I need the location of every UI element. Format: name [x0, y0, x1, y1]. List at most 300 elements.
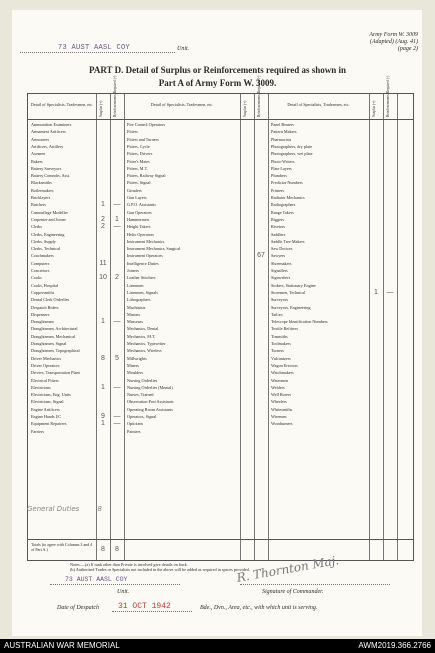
- trade-label: Operators, Signal: [127, 414, 157, 419]
- surplus-value: [240, 165, 254, 172]
- reinforcement-value: [254, 347, 268, 354]
- surplus-value: [369, 340, 383, 347]
- general-duties-surplus: 8: [97, 505, 102, 513]
- reinforcement-value: [110, 304, 124, 311]
- surplus-value: [369, 179, 383, 186]
- signature-line: [240, 584, 390, 585]
- reinforcement-value: [383, 296, 397, 303]
- reinforcement-value: [254, 369, 268, 376]
- reinforcement-value: [383, 304, 397, 311]
- reinforcement-value: [254, 231, 268, 238]
- trade-label: Nursing Orderlies: [127, 377, 158, 383]
- surplus-value: [240, 340, 254, 347]
- signature-label: Signature of Commander.: [262, 589, 324, 595]
- form-ref-line2: (Adapted) (Aug. 41): [369, 39, 418, 45]
- trade-label: Clerks, Supply: [31, 238, 56, 244]
- trade-label: Computers: [31, 260, 50, 266]
- surplus-value: [240, 304, 254, 311]
- trade-label: Telescope Identification Numbers: [271, 319, 328, 325]
- reinforcement-value: [254, 223, 268, 230]
- surplus-value: [369, 238, 383, 245]
- reinforcement-value: [254, 304, 268, 311]
- reinforcement-value: [383, 311, 397, 318]
- surplus-value: [240, 223, 254, 230]
- trade-label: Instrument Mechanics, Surgical: [127, 246, 181, 252]
- trade-label: Boilermakers: [31, 187, 54, 193]
- reinforcement-value: —: [113, 318, 121, 326]
- reinforcement-value: [383, 318, 397, 325]
- trade-label: Photographers, wet plate: [271, 151, 313, 157]
- reinforcement-value: [383, 377, 397, 384]
- trade-label: Storemen, Technical: [271, 289, 306, 295]
- surplus-value: [240, 384, 254, 391]
- trade-label: Photo-Writers: [271, 158, 295, 164]
- reinforcement-value: —: [386, 288, 394, 296]
- trade-label: Driver Mechanics: [31, 355, 62, 361]
- despatch-line: [112, 611, 192, 612]
- trade-label: Fitters, Drivers: [127, 151, 153, 157]
- reinforcement-value: [110, 325, 124, 332]
- reinforcement-value: [383, 121, 397, 128]
- commander-signature: R. Thornton Maj.: [235, 553, 341, 585]
- surplus-value: [369, 201, 383, 208]
- trade-label: Riveters: [271, 224, 285, 230]
- surplus-value: [96, 333, 110, 340]
- surplus-value: [240, 355, 254, 362]
- reinforcement-value: [254, 267, 268, 274]
- reinforcement-value: [254, 391, 268, 398]
- surplus-value: 1: [101, 420, 105, 428]
- trade-label: Fitters: [127, 129, 138, 135]
- surplus-value: [240, 391, 254, 398]
- trade-label: Height Takers: [127, 224, 151, 230]
- reinforcement-value: [383, 252, 397, 259]
- col-divider: [124, 94, 125, 560]
- trade-label: Armourers: [31, 136, 50, 142]
- surplus-value: [240, 245, 254, 252]
- detail-header-1: Detail of Specialists, Tradesmen, etc.: [30, 102, 94, 107]
- bde-label: Bde., Dvn., Area, etc., with which unit is serving.: [200, 605, 318, 611]
- reinf-header-3: Reinforcements Required (-): [386, 75, 390, 117]
- surplus-value: [96, 289, 110, 296]
- surplus-value: [369, 311, 383, 318]
- form-ref-line1: Army Form W. 3009: [369, 32, 418, 38]
- trade-label: Butchers: [31, 202, 46, 208]
- surplus-value: 9: [101, 413, 105, 420]
- trade-label: Camouflage Modeller: [31, 209, 68, 215]
- trade-label: Drivers, Transportation Plant: [31, 370, 80, 376]
- surplus-value: [369, 187, 383, 194]
- archive-footer: [0, 639, 435, 653]
- trade-label: Signallers: [271, 268, 288, 273]
- trade-label: Artificers, Artillery: [31, 143, 64, 149]
- surplus-value: [369, 165, 383, 172]
- reinf-header-2: Reinforcements Required (-): [257, 75, 261, 117]
- reinforcement-value: [383, 201, 397, 208]
- trade-label: Farriers: [31, 428, 45, 434]
- reinforcement-value: [383, 238, 397, 245]
- trade-label: Photographers, dry plate: [271, 143, 313, 149]
- reinforcement-value: [254, 384, 268, 391]
- reinforcement-value: [254, 340, 268, 347]
- reinforcement-value: [383, 406, 397, 413]
- trade-label: Electrical Fitters: [31, 377, 59, 383]
- surplus-value: [369, 267, 383, 274]
- trade-label: Predictor Numbers: [271, 180, 303, 186]
- surplus-value: [96, 369, 110, 376]
- trade-label: Watermen: [271, 377, 289, 383]
- surplus-value: [240, 128, 254, 135]
- reinforcement-value: [254, 187, 268, 194]
- trade-label: Mechanics, M.T.: [127, 333, 156, 339]
- surplus-value: 1: [101, 201, 105, 209]
- reinforcement-value: [254, 362, 268, 369]
- surplus-value: [369, 420, 383, 427]
- surplus-value: [369, 121, 383, 128]
- trade-label: Miners: [127, 362, 139, 368]
- reinforcement-value: [110, 209, 124, 216]
- trade-label: Grinders: [127, 187, 142, 193]
- trade-label: Vulcanizers: [271, 355, 291, 361]
- unit-label: Unit.: [177, 46, 190, 52]
- surplus-value: [96, 325, 110, 332]
- notes: [70, 562, 250, 572]
- form-subtitle: Part A of Army Form W. 3009.: [158, 78, 277, 88]
- trade-label: Surveyors: [271, 297, 288, 303]
- surplus-value: [240, 136, 254, 143]
- reinforcement-value: [383, 158, 397, 165]
- surplus-value: [369, 136, 383, 143]
- surplus-value: [369, 377, 383, 384]
- trade-label: Moulders: [127, 370, 144, 376]
- surplus-value: [369, 398, 383, 405]
- reinforcement-value: [383, 369, 397, 376]
- reinforcement-value: [383, 347, 397, 354]
- reinforcement-value: [254, 282, 268, 289]
- trade-label: Intelligence Duties: [127, 260, 159, 266]
- trade-label: Riggers: [271, 216, 285, 222]
- reinforcement-value: 2: [115, 274, 119, 282]
- trade-label: Cooks: [31, 275, 42, 281]
- surplus-value: [96, 377, 110, 384]
- reinforcement-value: [383, 150, 397, 157]
- surplus-value: 8: [101, 354, 105, 362]
- reinforcement-value: [383, 172, 397, 179]
- trade-label: Joiners: [127, 268, 139, 273]
- surplus-value: [96, 267, 110, 274]
- reinforcement-value: [110, 311, 124, 318]
- surplus-value: [240, 406, 254, 413]
- reinforcement-value: [110, 289, 124, 296]
- reinforcement-value: [110, 282, 124, 289]
- reinforcement-value: [110, 245, 124, 252]
- reinforcement-value: [254, 194, 268, 201]
- reinforcement-value: [254, 238, 268, 245]
- trade-label: Toolmakers: [271, 341, 291, 346]
- trade-label: Pharmacists: [271, 136, 292, 142]
- surplus-value: [369, 231, 383, 238]
- surplus-value: [96, 252, 110, 259]
- trade-label: Carpenter and Joiner: [31, 216, 66, 222]
- trade-label: Draughtsmen, Topographical: [31, 348, 80, 354]
- surplus-value: [369, 128, 383, 135]
- surplus-value: [240, 362, 254, 369]
- form-title: PART D. Detail of Surplus or Reinforcements required as shown in: [89, 65, 346, 75]
- reinforcement-value: [110, 121, 124, 128]
- reinforcement-value: [110, 398, 124, 405]
- trade-label: Signwriters: [271, 275, 291, 281]
- reinforcement-value: [254, 398, 268, 405]
- surplus-value: [240, 150, 254, 157]
- surplus-value: [96, 128, 110, 135]
- trade-label: Ammunition Examiners: [31, 122, 72, 127]
- surplus-value: [369, 333, 383, 340]
- surplus-value: [369, 369, 383, 376]
- reinforcement-value: [383, 128, 397, 135]
- trade-label: Linesmen, Signals: [127, 289, 158, 295]
- surplus-value: [240, 311, 254, 318]
- trade-label: Fitters and Turners: [127, 136, 159, 142]
- surplus-value: 2: [101, 215, 105, 223]
- trade-label: Helio Operators: [127, 231, 154, 237]
- reinforcement-value: [383, 362, 397, 369]
- trade-label: Saw Doctors: [271, 246, 293, 252]
- trade-label: Axemen: [31, 151, 46, 157]
- trade-label: Observation Post Assistants: [127, 399, 174, 405]
- surplus-value: [369, 252, 383, 259]
- reinforcement-value: [110, 238, 124, 245]
- surplus-value: [96, 209, 110, 216]
- reinf-header-1: Reinforcements Required (-): [113, 75, 117, 117]
- trade-label: Gun Layers: [127, 195, 147, 200]
- reinforcement-value: —: [113, 420, 121, 428]
- trade-label: Woodturners: [271, 421, 293, 427]
- surplus-value: [369, 172, 383, 179]
- reinforcement-value: [254, 172, 268, 179]
- surplus-value: [96, 428, 110, 435]
- surplus-value: [369, 150, 383, 157]
- reinforcement-value: [110, 187, 124, 194]
- reinforcement-value: [254, 311, 268, 318]
- trade-label: Engine Hands I/C: [31, 414, 62, 419]
- surplus-value: [96, 121, 110, 128]
- surplus-value: [240, 282, 254, 289]
- reinforcement-value: [110, 252, 124, 259]
- totals-reinforcements: 8: [115, 546, 119, 553]
- reinforcement-value: [254, 245, 268, 252]
- reinforcement-value: [110, 260, 124, 267]
- surplus-value: [240, 121, 254, 128]
- trade-label: Painters: [127, 428, 141, 434]
- trade-label: G.P.O. Assistants: [127, 202, 156, 208]
- trade-label: Draughtsmen, Architectural: [31, 326, 78, 332]
- trade-label: Linesmen: [127, 282, 144, 288]
- trade-label: Stokers, Stationary Engine: [271, 282, 316, 288]
- reinforcement-value: [383, 340, 397, 347]
- unit-line: [20, 52, 175, 53]
- general-duties-label: General Duties: [27, 505, 80, 513]
- surplus-value: [369, 216, 383, 223]
- surplus-value: [240, 289, 254, 296]
- surplus-value: [369, 325, 383, 332]
- surplus-value: [96, 136, 110, 143]
- reinforcement-value: [110, 296, 124, 303]
- trade-label: Wagon Erectors: [271, 362, 298, 368]
- reinforcement-value: [110, 377, 124, 384]
- trade-label: Textile Refitters: [271, 326, 299, 332]
- trade-label: Watchmakers: [271, 370, 294, 376]
- trade-label: Mechanics, Typewriter: [127, 341, 166, 346]
- reinforcement-value: [110, 362, 124, 369]
- reinforcement-value: [254, 136, 268, 143]
- trade-label: Instrument Operators: [127, 253, 163, 259]
- surplus-value: [96, 406, 110, 413]
- reinforcement-value: —: [113, 383, 121, 391]
- trade-label: Tinsmiths: [271, 333, 288, 339]
- note-a: Notes.—(a) If rank other than Private is involved give details on back.: [70, 562, 188, 567]
- surplus-value: [96, 165, 110, 172]
- trade-label: Mechanics, Wireless: [127, 348, 162, 354]
- despatch-date-stamp: 31 OCT 1942: [118, 602, 171, 611]
- reinforcement-value: [254, 318, 268, 325]
- trade-label: Opticians: [127, 421, 144, 427]
- totals-label: Totals (to agree with Columns 3 and 4 of Part A.): [31, 542, 93, 552]
- trade-label: Battery Comndrs. Asst.: [31, 173, 71, 179]
- surplus-value: [240, 420, 254, 427]
- trade-label: Fitters, M.T.: [127, 165, 148, 171]
- surplus-value: [240, 413, 254, 420]
- surplus-value: [96, 231, 110, 238]
- surplus-value: [96, 362, 110, 369]
- surplus-value: [240, 158, 254, 165]
- trade-label: Gun Operators: [127, 209, 152, 215]
- surplus-value: [96, 143, 110, 150]
- reinforcement-value: [254, 158, 268, 165]
- surplus-value: [96, 245, 110, 252]
- trade-label: Radiographers: [271, 202, 296, 208]
- reinforcement-value: [383, 187, 397, 194]
- surplus-value: [96, 179, 110, 186]
- reinforcement-value: [110, 194, 124, 201]
- surplus-value: [369, 245, 383, 252]
- trade-label: Lithographers: [127, 297, 151, 303]
- surplus-value: 1: [374, 288, 378, 296]
- reinforcement-value: 67: [257, 252, 265, 260]
- trade-label: Battery Surveyors: [31, 165, 62, 171]
- trade-label: Draughtsmen, Mechanical: [31, 333, 76, 339]
- trade-label: Despatch Riders: [31, 304, 59, 310]
- surplus-header-3: Surplus (+): [372, 100, 376, 117]
- trade-label: Range Takers: [271, 209, 294, 215]
- surplus-value: [96, 347, 110, 354]
- surplus-value: [240, 398, 254, 405]
- reinforcement-value: [110, 340, 124, 347]
- note-b: (b) Authorised Trades or Specialists not included in the above will be added as required in spaces provided.: [70, 567, 250, 572]
- reinforcement-value: [254, 165, 268, 172]
- surplus-value: [240, 428, 254, 435]
- trade-label: Equipment Repairers: [31, 421, 67, 427]
- trade-label: Instrument Mechanics: [127, 238, 165, 244]
- reinforcement-value: [383, 391, 397, 398]
- reinforcement-value: [254, 296, 268, 303]
- trade-label: Tailors: [271, 311, 283, 317]
- trade-label: Draughtsmen, Signal: [31, 341, 67, 346]
- reinforcement-value: [383, 325, 397, 332]
- reinforcement-value: [383, 165, 397, 172]
- surplus-value: [369, 304, 383, 311]
- surplus-value: [240, 187, 254, 194]
- trade-label: Panel Beaters: [271, 122, 294, 127]
- reinforcement-value: [254, 406, 268, 413]
- surplus-value: [96, 340, 110, 347]
- trade-label: Clerks: [31, 224, 42, 230]
- detail-header-3: Detail of Specialists, Tradesmen, etc.: [287, 102, 350, 107]
- surplus-value: [369, 143, 383, 150]
- trade-label: Radiator Mechanics: [271, 195, 305, 200]
- surplus-value: [369, 318, 383, 325]
- reinforcement-value: [110, 267, 124, 274]
- surplus-header-2: Surplus (+): [243, 100, 247, 117]
- form-ref-line3: (page 2): [397, 46, 418, 52]
- surplus-value: [240, 179, 254, 186]
- reinforcement-value: [110, 231, 124, 238]
- trade-label: Masseurs: [127, 319, 143, 325]
- footer-unit-line: [50, 584, 180, 585]
- surplus-value: [240, 201, 254, 208]
- reinforcement-value: [254, 216, 268, 223]
- trade-label: Fitters, Railway Signal: [127, 173, 166, 179]
- trade-label: Plumbers: [271, 173, 287, 179]
- reinforcement-value: [383, 216, 397, 223]
- surplus-value: [96, 391, 110, 398]
- trade-label: Wiremen: [271, 414, 287, 419]
- reinforcement-value: [254, 289, 268, 296]
- reinforcement-value: [254, 209, 268, 216]
- surplus-value: [369, 223, 383, 230]
- trade-label: Pattern Makers: [271, 129, 297, 135]
- surplus-value: [240, 194, 254, 201]
- reinforcement-value: [254, 201, 268, 208]
- surplus-value: [240, 296, 254, 303]
- reinforcement-value: [254, 260, 268, 267]
- trade-label: Blacksmiths: [31, 180, 52, 186]
- surplus-value: 2: [101, 223, 105, 231]
- trade-label: Machinists: [127, 304, 146, 310]
- reinforcement-value: [110, 150, 124, 157]
- trade-label: Driver Operators: [31, 362, 60, 368]
- reinforcement-value: [110, 179, 124, 186]
- reinforcement-value: [383, 420, 397, 427]
- reinforcement-value: [383, 209, 397, 216]
- surplus-value: [240, 231, 254, 238]
- reinforcement-value: [110, 172, 124, 179]
- reinforcement-value: [383, 267, 397, 274]
- surplus-value: [369, 282, 383, 289]
- surplus-value: 1: [101, 318, 105, 326]
- surplus-value: 10: [99, 274, 107, 282]
- trade-label: Fitters, Signal: [127, 180, 151, 186]
- reinforcement-value: [110, 136, 124, 143]
- detail-header-2: Detail of Specialists, Tradesmen, etc.: [150, 102, 214, 107]
- col-divider: [397, 94, 398, 560]
- surplus-value: [240, 377, 254, 384]
- reinforcement-value: [254, 428, 268, 435]
- trade-label: Plate Layers: [271, 165, 292, 171]
- surplus-value: [240, 216, 254, 223]
- surplus-value: [369, 391, 383, 398]
- surplus-value: [240, 252, 254, 259]
- trade-label: Bakers: [31, 158, 43, 164]
